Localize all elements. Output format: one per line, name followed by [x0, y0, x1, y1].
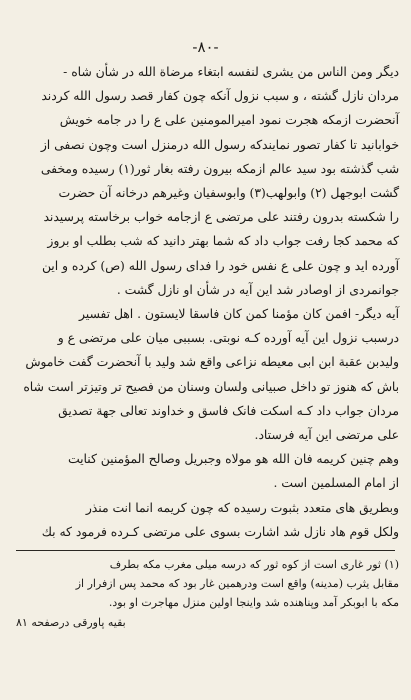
footnote-continuation-note: بقیه پاورقی درصفحه ۸۱ [16, 616, 126, 630]
text-line: وهم چنین کریمه فان الله هو مولاه وجبریل وصالح المؤمنین کنایت [68, 452, 399, 467]
text-line: دیگر ومن الناس من یشری لنفسه ابتغاء مرضاة الله در شأن شاه - [63, 65, 399, 79]
text-line: را شکسته بدرون رفتند علی مرتضی ع ازجامه خواب برخاسته پرسیدند [43, 210, 399, 225]
text-line: مردان جواب داد کـه اسکت فانک فاسق و خداوند تعالی جهة تصدیق [58, 403, 399, 418]
text-line: آورده اید و چون علی ع نفس خود را فدای رسول الله (ص) کرده و این [41, 258, 399, 273]
text-line: جوانمردی از اوصادر شد این آیه در شأن او نازل گشت . [116, 282, 399, 297]
text-line: درسبب نزول این آیه آورده کـه نوبتی. بسببی میان علی مرتضی ع و [57, 331, 399, 346]
footnotes [12, 555, 399, 612]
text-line: آنحضرت ازمکه هجرت نمود امیرالمومنین علی ع را در جامه خویش [59, 113, 399, 128]
footnote-line: مقابل یثرب (مدینه) واقع است ودرهمین غار بود که محمد پس ازفرار از [75, 577, 399, 591]
main-text [12, 60, 399, 544]
text-line: ولکل قوم هاد نازل شد اشارت بسوی علی مرتضی کـرده فرمود که بك [41, 524, 399, 539]
text-line: گشت ابوجهل (۲) وابولهب(۳) وابوسفیان وغیرهم درخانه آن حضرت [58, 186, 399, 201]
text-line: ولیدبن عقبة ابن ابی معیطه نزاعی واقع شد ولید با آنحضرت گفت خاموش [25, 355, 399, 370]
text-line: شب گذشته بود سید عالم ازمکه بیرون رفته بغار ثور(۱) رسیده ومخفی [40, 161, 399, 176]
text-line: وبطریق های متعدد بثبوت رسیده که چون کریمه انما انت منذر [85, 500, 399, 515]
footnote-line: (۱) ثور غاری است از کوه ثور که درسه میلی مغرب مکه بطرف [109, 558, 399, 572]
text-line: از امام المسلمین است . [273, 476, 399, 491]
page-number: -۸۰- [192, 38, 219, 56]
text-line: که محمد کجا رفت جواب داد که شما بهتر دانید که شب بطلب او بروز [47, 234, 399, 249]
text-line: باش که هنوز تو داخل صبیانی ولسان وسنان من فصیح تر وتیزتر است شاه [23, 379, 399, 394]
footnote-divider [16, 550, 395, 551]
text-line: آیه دیگر- افمن کان مؤمنا کمن کان فاسقا لایستون . اهل تفسیر [78, 307, 399, 322]
footnote-line: مکه با ابوبکر آمد وپناهنده شد واینجا اولین منزل مهاجرت او بود. [108, 596, 399, 610]
text-line: علی مرتضی این آیه فرستاد. [254, 428, 399, 443]
text-line: مردان نازل گشته ، و سبب نزول آنکه چون کفار قصد رسول الله کردند [41, 89, 399, 104]
text-line: خوابانید تا کفار تصور نمایندکه رسول الله درمنزل است وچون نصفی از [40, 137, 399, 152]
